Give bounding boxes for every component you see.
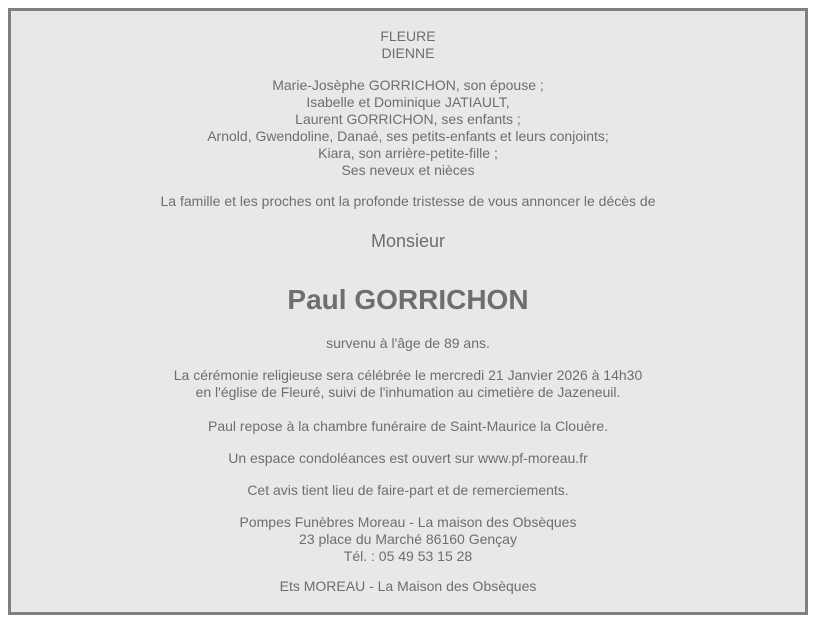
family-line: Isabelle et Dominique JATIAULT, — [306, 94, 510, 110]
family-line: Marie-Josèphe GORRICHON, son épouse ; — [272, 77, 544, 93]
condolences-text: Un espace condoléances est ouvert sur www.pf-moreau.fr — [228, 450, 588, 466]
announcement-text: La famille et les proches ont la profonde tristesse de vous annoncer le décès de — [160, 193, 656, 209]
family-line: Kiara, son arrière-petite-fille ; — [318, 145, 498, 161]
funeral-home-name: Pompes Funèbres Moreau - La maison des Obsèques — [239, 514, 577, 530]
ceremony-line-1: La cérémonie religieuse sera célébrée le mercredi 21 Janvier 2026 à 14h30 — [173, 367, 643, 383]
funeral-home-phone: Tél. : 05 49 53 15 28 — [343, 548, 473, 564]
family-line: Arnold, Gwendoline, Danaé, ses petits-enfants et leurs conjoints; — [207, 128, 609, 144]
footer-text: Ets MOREAU - La Maison des Obsèques — [279, 578, 537, 594]
age-text: survenu à l'âge de 89 ans. — [326, 335, 490, 351]
notice-text: Cet avis tient lieu de faire-part et de remerciements. — [247, 482, 569, 498]
honorific-title: Monsieur — [370, 231, 446, 251]
deceased-name: Paul GORRICHON — [287, 284, 529, 315]
funeral-home-address: 23 place du Marché 86160 Gençay — [299, 531, 517, 547]
obituary-notice — [8, 8, 808, 615]
location-line-1: FLEURE — [380, 28, 436, 44]
location-line-2: DIENNE — [381, 45, 435, 61]
family-line: Laurent GORRICHON, ses enfants ; — [295, 111, 521, 127]
ceremony-line-2: en l'église de Fleuré, suivi de l'inhumation au cimetière de Jazeneuil. — [195, 384, 621, 400]
rest-location-text: Paul repose à la chambre funéraire de Saint-Maurice la Clouère. — [208, 418, 608, 434]
family-line: Ses neveux et nièces — [341, 162, 475, 178]
